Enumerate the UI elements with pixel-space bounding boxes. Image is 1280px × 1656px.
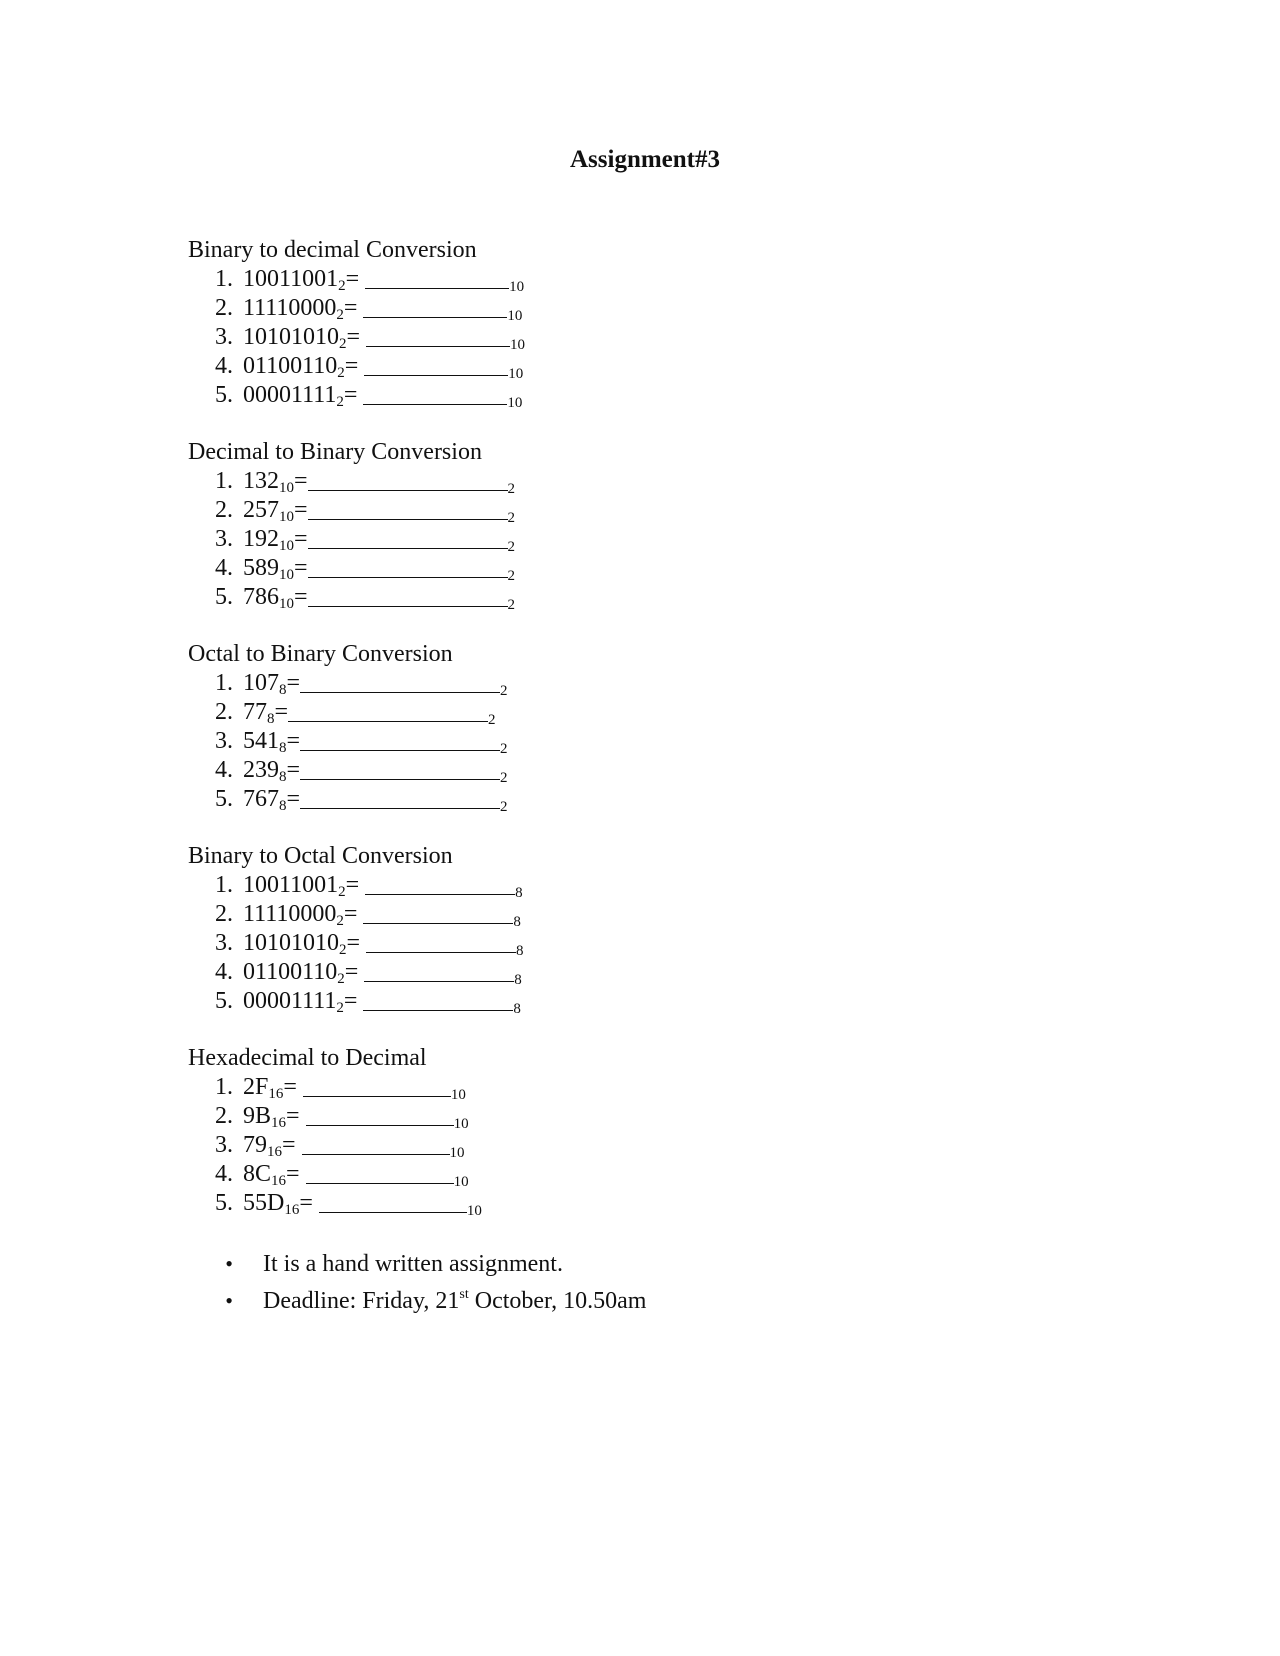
equals-sign: =: [343, 382, 364, 408]
problem-list: [188, 669, 508, 814]
equals-sign: =: [343, 901, 364, 927]
section-heading: Binary to decimal Conversion: [188, 237, 477, 263]
equals-sign: =: [294, 584, 308, 610]
equals-sign: =: [286, 670, 301, 696]
section-heading: Octal to Binary Conversion: [188, 641, 453, 667]
answer-blank[interactable]: [363, 992, 513, 1011]
target-base: 2: [500, 683, 508, 699]
problem-item: [188, 525, 515, 554]
problem-item: [188, 352, 525, 381]
source-base: 8: [267, 711, 275, 727]
problem-number: 4.: [215, 1161, 233, 1187]
problem-number: 2.: [215, 1103, 233, 1129]
answer-blank[interactable]: [306, 1107, 454, 1126]
target-base: 8: [513, 1001, 521, 1017]
problem-number: 2.: [215, 699, 233, 725]
answer-blank[interactable]: [306, 1165, 454, 1184]
target-base: 2: [500, 741, 508, 757]
source-base: 16: [268, 1086, 284, 1102]
target-base: 8: [516, 943, 524, 959]
equals-sign: =: [286, 757, 301, 783]
target-base: 10: [508, 366, 524, 382]
problem-item: [188, 727, 508, 756]
source-base: 2: [336, 307, 344, 323]
page-title: Assignment#3: [569, 146, 720, 173]
equals-sign: =: [286, 1103, 306, 1129]
equals-sign: =: [344, 959, 365, 985]
problem-number: 5.: [215, 1190, 233, 1216]
problem-number: 4.: [215, 555, 233, 581]
section-heading: Binary to Octal Conversion: [188, 843, 453, 869]
problem-value: 192: [243, 526, 279, 552]
problem-list: [188, 871, 524, 1016]
source-base: 2: [337, 971, 345, 987]
problem-value: 786: [243, 584, 279, 610]
problem-item: [188, 1189, 482, 1218]
source-base: 16: [267, 1144, 282, 1160]
target-base: 8: [514, 972, 522, 988]
target-base: 2: [507, 510, 516, 526]
problem-item: [188, 785, 508, 814]
problem-item: [188, 294, 525, 323]
target-base: 10: [510, 337, 526, 353]
source-base: 2: [338, 278, 346, 294]
note-item-deadline: [188, 1279, 647, 1314]
problem-value: 9B: [243, 1103, 272, 1129]
section-octal-to-binary: [188, 640, 508, 814]
answer-blank[interactable]: [363, 905, 513, 924]
target-base: 10: [453, 1174, 469, 1190]
source-base: 2: [336, 913, 344, 929]
problem-value: 55D: [243, 1190, 285, 1216]
problem-value: 00001111: [243, 382, 337, 408]
problem-value: 10011001: [243, 266, 339, 292]
problem-item: [188, 381, 525, 410]
source-base: 2: [337, 365, 345, 381]
problem-value: 107: [243, 670, 279, 696]
problem-number: 3.: [215, 1132, 233, 1158]
ordinal-suffix: st: [459, 1287, 469, 1302]
problem-item: [188, 669, 508, 698]
problem-number: 5.: [215, 584, 233, 610]
source-base: 8: [279, 798, 287, 814]
problem-number: 1.: [215, 872, 233, 898]
source-base: 16: [284, 1202, 300, 1218]
problem-item: [188, 323, 525, 352]
problem-list: [188, 265, 525, 410]
target-base: 10: [450, 1087, 466, 1103]
target-base: 2: [500, 770, 508, 786]
source-base: 2: [336, 394, 344, 410]
problem-number: 4.: [215, 353, 233, 379]
problem-value: 239: [243, 757, 279, 783]
problem-number: 2.: [215, 901, 233, 927]
problem-value: 2F: [243, 1074, 269, 1100]
equals-sign: =: [294, 497, 308, 523]
source-base: 8: [279, 682, 287, 698]
answer-blank[interactable]: [365, 876, 515, 895]
problem-number: 1.: [215, 266, 233, 292]
problem-value: 10011001: [243, 872, 339, 898]
problem-list: [188, 467, 515, 612]
source-base: 16: [271, 1115, 287, 1131]
section-decimal-to-binary: [188, 438, 515, 612]
source-base: 10: [279, 596, 294, 612]
answer-blank[interactable]: [363, 386, 507, 405]
source-base: 10: [279, 480, 294, 496]
problem-value: 01100110: [243, 353, 338, 379]
deadline-date-text: October, 10.50am: [468, 1288, 647, 1314]
problem-value: 11110000: [243, 901, 337, 927]
problem-item: [188, 265, 525, 294]
problem-list: [188, 1073, 482, 1218]
problem-value: 589: [243, 555, 279, 581]
source-base: 2: [336, 1000, 344, 1016]
target-base: 8: [513, 914, 521, 930]
problem-number: 1.: [215, 670, 233, 696]
notes-list: [188, 1248, 647, 1314]
problem-item: [188, 1131, 482, 1160]
problem-item: [188, 467, 515, 496]
source-base: 2: [339, 336, 347, 352]
bullet-icon: •: [225, 1288, 233, 1313]
answer-blank[interactable]: [308, 588, 508, 607]
source-base: 10: [279, 538, 294, 554]
problem-value: 00001111: [243, 988, 337, 1014]
problem-value: 257: [243, 497, 279, 523]
target-base: 10: [509, 279, 525, 295]
answer-blank[interactable]: [308, 501, 508, 520]
equals-sign: =: [282, 1132, 302, 1158]
equals-sign: =: [299, 1190, 319, 1216]
problem-item: [188, 929, 524, 958]
equals-sign: =: [344, 353, 365, 379]
equals-sign: =: [274, 699, 289, 725]
deadline-text: Deadline: Friday, 21: [263, 1288, 460, 1314]
answer-blank[interactable]: [364, 963, 514, 982]
source-base: 2: [339, 942, 347, 958]
answer-blank[interactable]: [366, 934, 516, 953]
problem-value: 541: [243, 728, 279, 754]
problem-item: [188, 698, 508, 727]
equals-sign: =: [294, 526, 308, 552]
problem-number: 3.: [215, 728, 233, 754]
problem-number: 3.: [215, 930, 233, 956]
problem-item: [188, 1073, 482, 1102]
answer-blank[interactable]: [308, 559, 508, 578]
note-item-handwritten: [188, 1248, 646, 1279]
section-heading: Hexadecimal to Decimal: [188, 1045, 427, 1071]
problem-value: 132: [243, 468, 279, 494]
problem-number: 2.: [215, 497, 233, 523]
problem-item: [188, 1102, 482, 1131]
target-base: 2: [507, 539, 516, 555]
problem-number: 4.: [215, 959, 233, 985]
equals-sign: =: [345, 872, 366, 898]
problem-number: 1.: [215, 468, 233, 494]
target-base: 8: [515, 885, 523, 901]
equals-sign: =: [346, 324, 367, 350]
problem-number: 1.: [215, 1074, 233, 1100]
problem-item: [188, 496, 515, 525]
problem-number: 5.: [215, 382, 233, 408]
answer-blank[interactable]: [366, 328, 510, 347]
problem-number: 3.: [215, 526, 233, 552]
problem-number: 5.: [215, 988, 233, 1014]
equals-sign: =: [343, 988, 364, 1014]
problem-number: 3.: [215, 324, 233, 350]
equals-sign: =: [294, 468, 308, 494]
problem-value: 01100110: [243, 959, 338, 985]
problem-item: [188, 958, 524, 987]
answer-blank[interactable]: [300, 790, 500, 809]
answer-blank[interactable]: [303, 1078, 451, 1097]
section-binary-to-decimal: [188, 236, 525, 410]
target-base: 10: [466, 1203, 482, 1219]
answer-blank[interactable]: [364, 357, 508, 376]
problem-item: [188, 871, 524, 900]
target-base: 10: [449, 1145, 465, 1161]
answer-blank[interactable]: [308, 530, 508, 549]
section-hexadecimal-to-decimal: [188, 1044, 482, 1218]
target-base: 2: [507, 568, 516, 584]
answer-blank[interactable]: [288, 703, 488, 722]
problem-value: 79: [243, 1132, 267, 1158]
equals-sign: =: [343, 295, 364, 321]
source-base: 16: [271, 1173, 287, 1189]
target-base: 2: [507, 597, 516, 613]
answer-blank[interactable]: [308, 472, 508, 491]
problem-item: [188, 756, 508, 785]
target-base: 10: [507, 395, 523, 411]
answer-blank[interactable]: [365, 270, 509, 289]
problem-item: [188, 583, 515, 612]
answer-blank[interactable]: [300, 674, 500, 693]
problem-value: 77: [243, 699, 267, 725]
source-base: 10: [279, 509, 294, 525]
answer-blank[interactable]: [300, 732, 500, 751]
source-base: 10: [279, 567, 294, 583]
source-base: 8: [279, 769, 287, 785]
answer-blank[interactable]: [319, 1194, 467, 1213]
problem-item: [188, 987, 524, 1016]
problem-value: 767: [243, 786, 279, 812]
problem-item: [188, 900, 524, 929]
problem-value: 8C: [243, 1161, 272, 1187]
problem-item: [188, 1160, 482, 1189]
note-text: It is a hand written assignment.: [263, 1251, 563, 1277]
equals-sign: =: [286, 728, 301, 754]
bullet-icon: •: [225, 1251, 233, 1276]
problem-value: 11110000: [243, 295, 337, 321]
problem-number: 4.: [215, 757, 233, 783]
equals-sign: =: [286, 1161, 306, 1187]
problem-item: [188, 554, 515, 583]
answer-blank[interactable]: [300, 761, 500, 780]
target-base: 10: [453, 1116, 469, 1132]
problem-value: 10101010: [243, 930, 339, 956]
target-base: 2: [488, 712, 496, 728]
equals-sign: =: [345, 266, 366, 292]
equals-sign: =: [346, 930, 367, 956]
section-binary-to-octal: [188, 842, 524, 1016]
source-base: 8: [279, 740, 287, 756]
problem-value: 10101010: [243, 324, 339, 350]
source-base: 2: [338, 884, 346, 900]
target-base: 10: [507, 308, 523, 324]
problem-number: 2.: [215, 295, 233, 321]
answer-blank[interactable]: [363, 299, 507, 318]
target-base: 2: [500, 799, 508, 815]
equals-sign: =: [286, 786, 301, 812]
problem-number: 5.: [215, 786, 233, 812]
target-base: 2: [507, 481, 516, 497]
answer-blank[interactable]: [302, 1136, 450, 1155]
section-heading: Decimal to Binary Conversion: [188, 439, 482, 465]
equals-sign: =: [283, 1074, 303, 1100]
equals-sign: =: [294, 555, 308, 581]
